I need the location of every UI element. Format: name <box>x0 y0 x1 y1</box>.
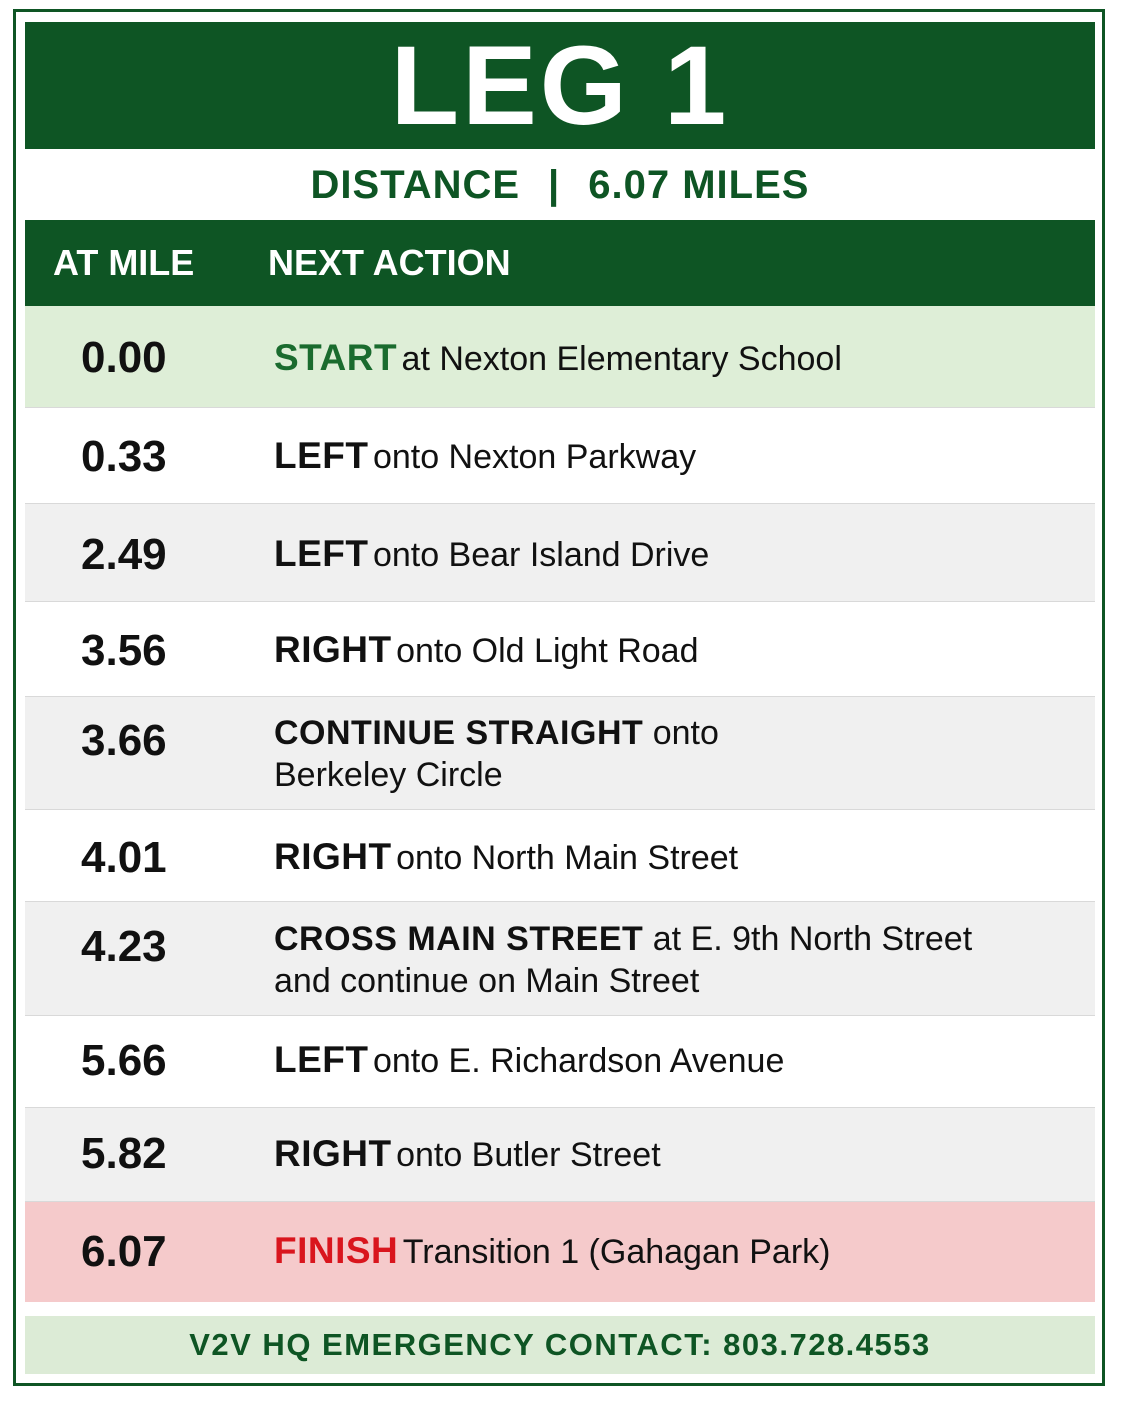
row-mile: 4.23 <box>81 922 167 971</box>
row-mile: 3.56 <box>81 626 167 675</box>
table-row <box>25 1016 1095 1108</box>
row-action-verb: RIGHT <box>274 1133 392 1174</box>
distance-separator: | <box>548 162 561 207</box>
row-action-detail-continued: Berkeley Circle <box>274 756 503 794</box>
table-row <box>25 697 1095 810</box>
page-title: LEG 1 <box>390 22 730 148</box>
row-action-detail: onto Bear Island Drive <box>372 536 710 574</box>
row-action-verb: CONTINUE STRAIGHT <box>274 714 644 752</box>
table-row <box>25 408 1095 504</box>
row-action-verb: LEFT <box>274 1039 369 1080</box>
row-action-detail: onto Old Light Road <box>396 632 699 670</box>
emergency-contact: V2V HQ EMERGENCY CONTACT: 803.728.4553 <box>25 1316 1095 1374</box>
row-mile: 2.49 <box>81 530 167 579</box>
row-action-detail-continued: and continue on Main Street <box>274 962 700 1000</box>
row-action-verb: CROSS MAIN STREET <box>274 920 644 958</box>
row-action-verb: LEFT <box>274 533 369 574</box>
table-row <box>25 1202 1095 1302</box>
row-action-detail: Transition 1 (Gahagan Park) <box>402 1233 831 1271</box>
row-action-verb: FINISH <box>274 1230 399 1271</box>
table-header <box>25 220 1095 306</box>
row-mile: 0.33 <box>81 432 167 481</box>
row-mile: 4.01 <box>81 833 167 882</box>
table-row <box>25 902 1095 1016</box>
header-next-action: NEXT ACTION <box>268 242 511 283</box>
table-row <box>25 1108 1095 1202</box>
row-mile: 5.66 <box>81 1036 167 1085</box>
row-action-verb: RIGHT <box>274 836 392 877</box>
row-mile: 3.66 <box>81 716 167 765</box>
table-row <box>25 810 1095 902</box>
row-mile: 6.07 <box>81 1227 167 1276</box>
row-action-detail: onto <box>652 714 719 752</box>
distance-label: DISTANCE <box>310 162 521 207</box>
row-action-detail: onto E. Richardson Avenue <box>372 1042 785 1080</box>
row-action-verb: LEFT <box>274 435 369 476</box>
row-action-detail: at Nexton Elementary School <box>401 340 842 378</box>
row-action-verb: RIGHT <box>274 629 392 670</box>
row-mile: 0.00 <box>81 333 167 382</box>
table-row <box>25 602 1095 697</box>
table-row <box>25 504 1095 602</box>
distance-line <box>25 152 1095 218</box>
row-action-detail: onto Butler Street <box>396 1136 661 1174</box>
table-row <box>25 306 1095 408</box>
row-action-detail: onto Nexton Parkway <box>372 438 697 476</box>
row-mile: 5.82 <box>81 1129 167 1178</box>
title-bar <box>25 22 1095 149</box>
row-action-verb: START <box>274 337 398 378</box>
distance-value: 6.07 MILES <box>588 162 810 207</box>
row-action-detail: onto North Main Street <box>396 839 739 877</box>
row-action-detail: at E. 9th North Street <box>652 920 973 958</box>
header-at-mile: AT MILE <box>53 242 195 283</box>
